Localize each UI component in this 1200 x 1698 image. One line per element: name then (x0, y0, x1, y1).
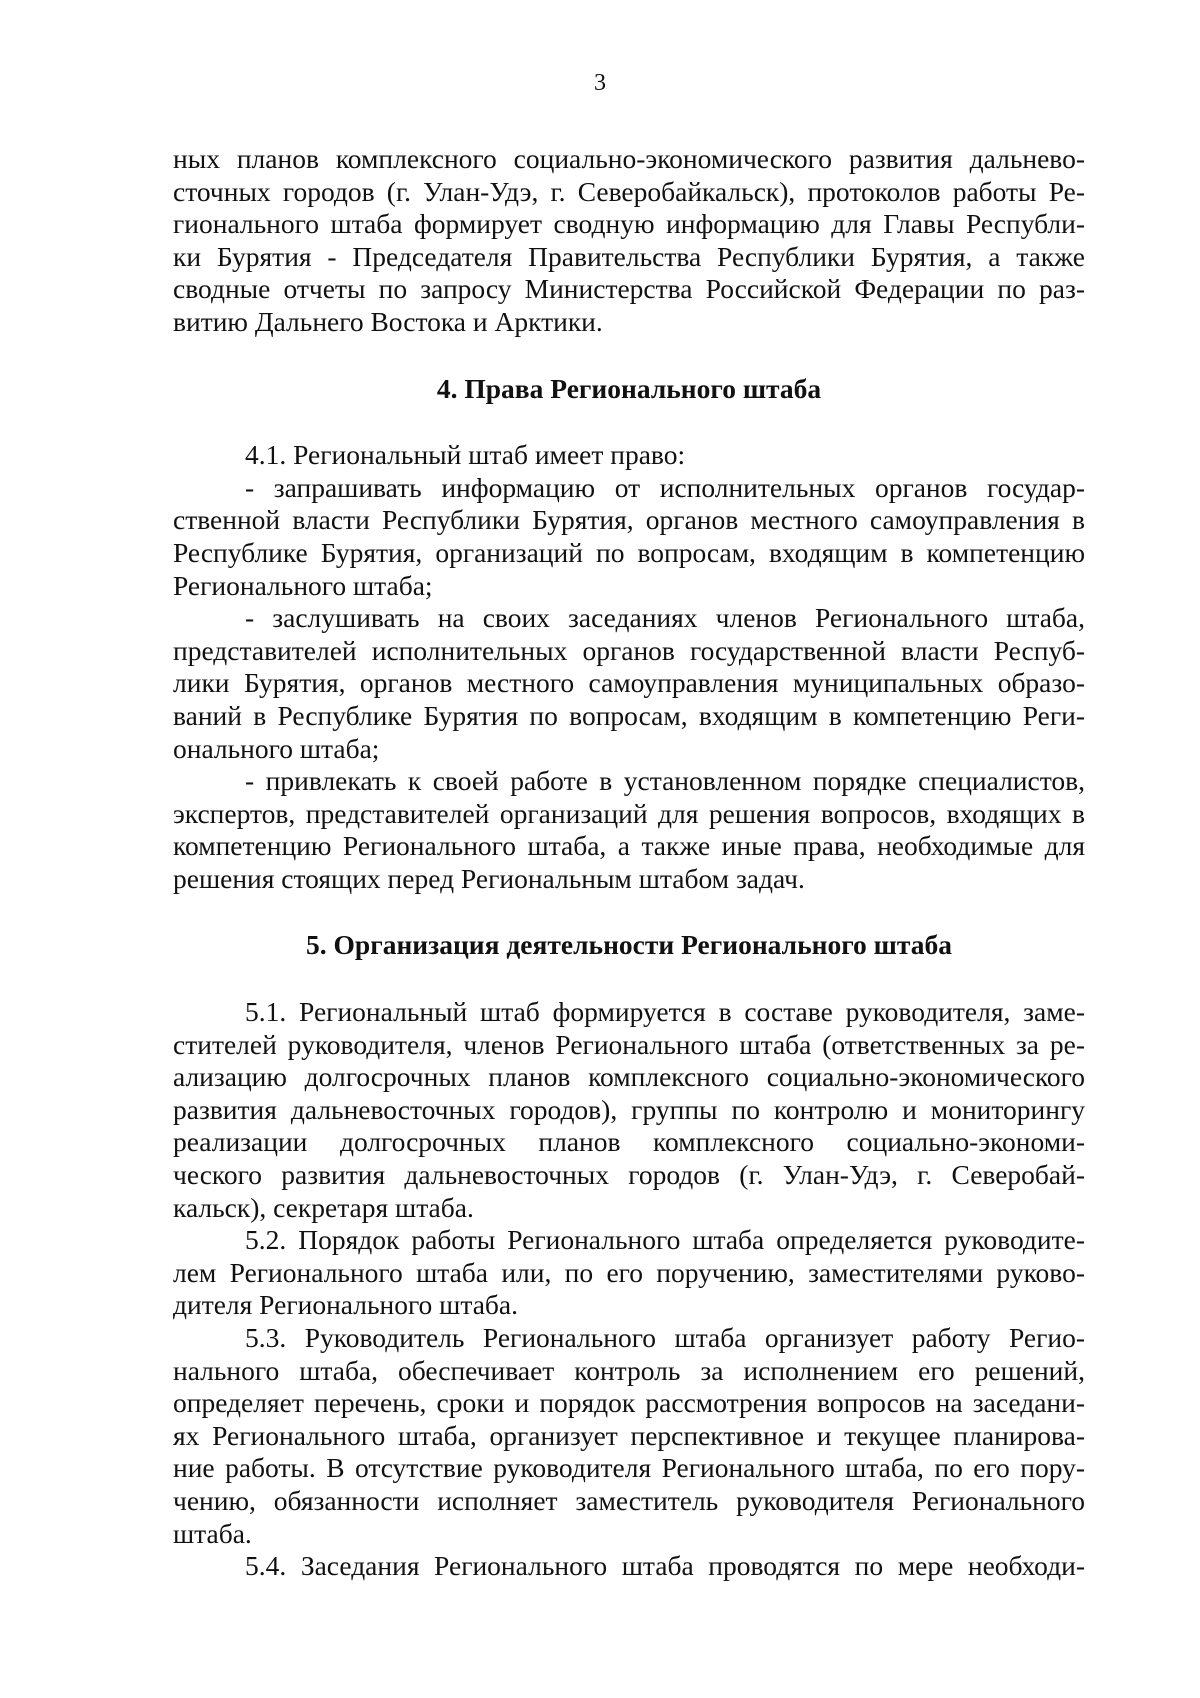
page-number: 3 (594, 70, 606, 96)
text-line: Республике Бурятия, организаций по вопросам, входящим в компетенцию (173, 536, 1085, 568)
text-line: решения стоящих перед Региональным штабом задач. (173, 862, 805, 894)
text-line: - запрашивать информацию от исполнительных органов государ- (245, 471, 1085, 503)
text-line: нального штаба, обеспечивает контроль за исполнением его решений, (173, 1354, 1085, 1386)
section-5-heading: 5. Организация деятельности Регионального штаба (306, 929, 952, 961)
text-line: - заслушивать на своих заседаниях членов Регионального штаба, (245, 602, 1085, 634)
text-line: экспертов, представителей организаций для решения вопросов, входящих в (173, 797, 1085, 829)
text-line: витию Дальнего Востока и Арктики. (173, 305, 603, 337)
section-4-paragraph-3 (173, 602, 1085, 765)
text-line: ваний в Республике Бурятия по вопросам, входящим в компетенцию Реги- (173, 699, 1085, 731)
text-line: ях Регионального штаба, организует перспективное и текущее планирова- (173, 1419, 1085, 1451)
text-line: - привлекать к своей работе в установленном порядке специалистов, (245, 765, 1085, 797)
text-line: кальск), секретаря штаба. (173, 1191, 474, 1223)
text-line: ственной власти Республики Бурятия, органов местного самоуправления в (173, 504, 1085, 536)
section-4-paragraph-4 (173, 765, 1085, 895)
text-line: онального штаба; (173, 732, 380, 764)
text-line: Регионального штаба; (173, 569, 433, 601)
text-line: ализацию долгосрочных планов комплексного социально-экономического (173, 1061, 1085, 1093)
spacer (173, 962, 1085, 996)
section-5-paragraph-3 (173, 1322, 1085, 1550)
text-line: развития дальневосточных городов), группы по контролю и мониторингу (173, 1093, 1085, 1125)
text-line: лики Бурятия, органов местного самоуправления муниципальных образо- (173, 667, 1085, 699)
text-line: 5.3. Руководитель Регионального штаба организует работу Регио- (245, 1322, 1085, 1353)
text-line: 5.2. Порядок работы Регионального штаба определяется руководите- (245, 1224, 1085, 1256)
text-line: реализации долгосрочных планов комплексного социально-экономи- (173, 1126, 1085, 1158)
text-line: определяет перечень, сроки и порядок рассмотрения вопросов на заседани- (173, 1387, 1085, 1419)
text-line: штаба. (173, 1517, 252, 1549)
text-line: стителей руководителя, членов Регионального штаба (ответственных за ре- (173, 1028, 1085, 1060)
spacer (173, 339, 1085, 373)
text-line: дителя Регионального штаба. (173, 1289, 518, 1321)
section-5-paragraph-2 (173, 1224, 1085, 1322)
section-4-paragraph-1 (173, 439, 1085, 472)
intro-paragraph (173, 143, 1085, 339)
text-line: сточных городов (г. Улан-Удэ, г. Северобайкальск), протоколов работы Ре- (173, 175, 1085, 207)
spacer (173, 895, 1085, 929)
text-line: ние работы. В отсутствие руководителя Регионального штаба, по его пору- (173, 1452, 1085, 1484)
text-line: чению, обязанности исполняет заместитель руководителя Регионального (173, 1484, 1085, 1516)
text-line: представителей исполнительных органов государственной власти Респуб- (173, 634, 1085, 666)
section-5-paragraph-4 (173, 1550, 1085, 1583)
text-line: 5.1. Региональный штаб формируется в составе руководителя, заме- (245, 996, 1085, 1028)
text-line: сводные отчеты по запросу Министерства Российской Федерации по раз- (173, 273, 1085, 305)
section-5-paragraph-1 (173, 996, 1085, 1224)
text-line: 4.1. Региональный штаб имеет право: (245, 439, 686, 471)
text-line: ки Бурятия - Председателя Правительства Республики Бурятия, а также (173, 240, 1085, 272)
text-line: компетенцию Регионального штаба, а также иные права, необходимые для (173, 830, 1085, 862)
section-4-paragraph-2 (173, 472, 1085, 602)
text-line: ческого развития дальневосточных городов (г. Улан-Удэ, г. Северобай- (173, 1159, 1085, 1191)
spacer (173, 405, 1085, 439)
text-line: лем Регионального штаба или, по его поручению, заместителями руково- (173, 1256, 1085, 1288)
section-4-heading: 4. Права Регионального штаба (436, 372, 822, 404)
text-line: гионального штаба формирует сводную информацию для Главы Республи- (173, 208, 1085, 240)
document-body (173, 143, 1085, 1583)
text-line: 5.4. Заседания Регионального штаба проводятся по мере необходи- (245, 1550, 1085, 1582)
text-line: ных планов комплексного социально-экономического развития дальнево- (173, 143, 1085, 174)
